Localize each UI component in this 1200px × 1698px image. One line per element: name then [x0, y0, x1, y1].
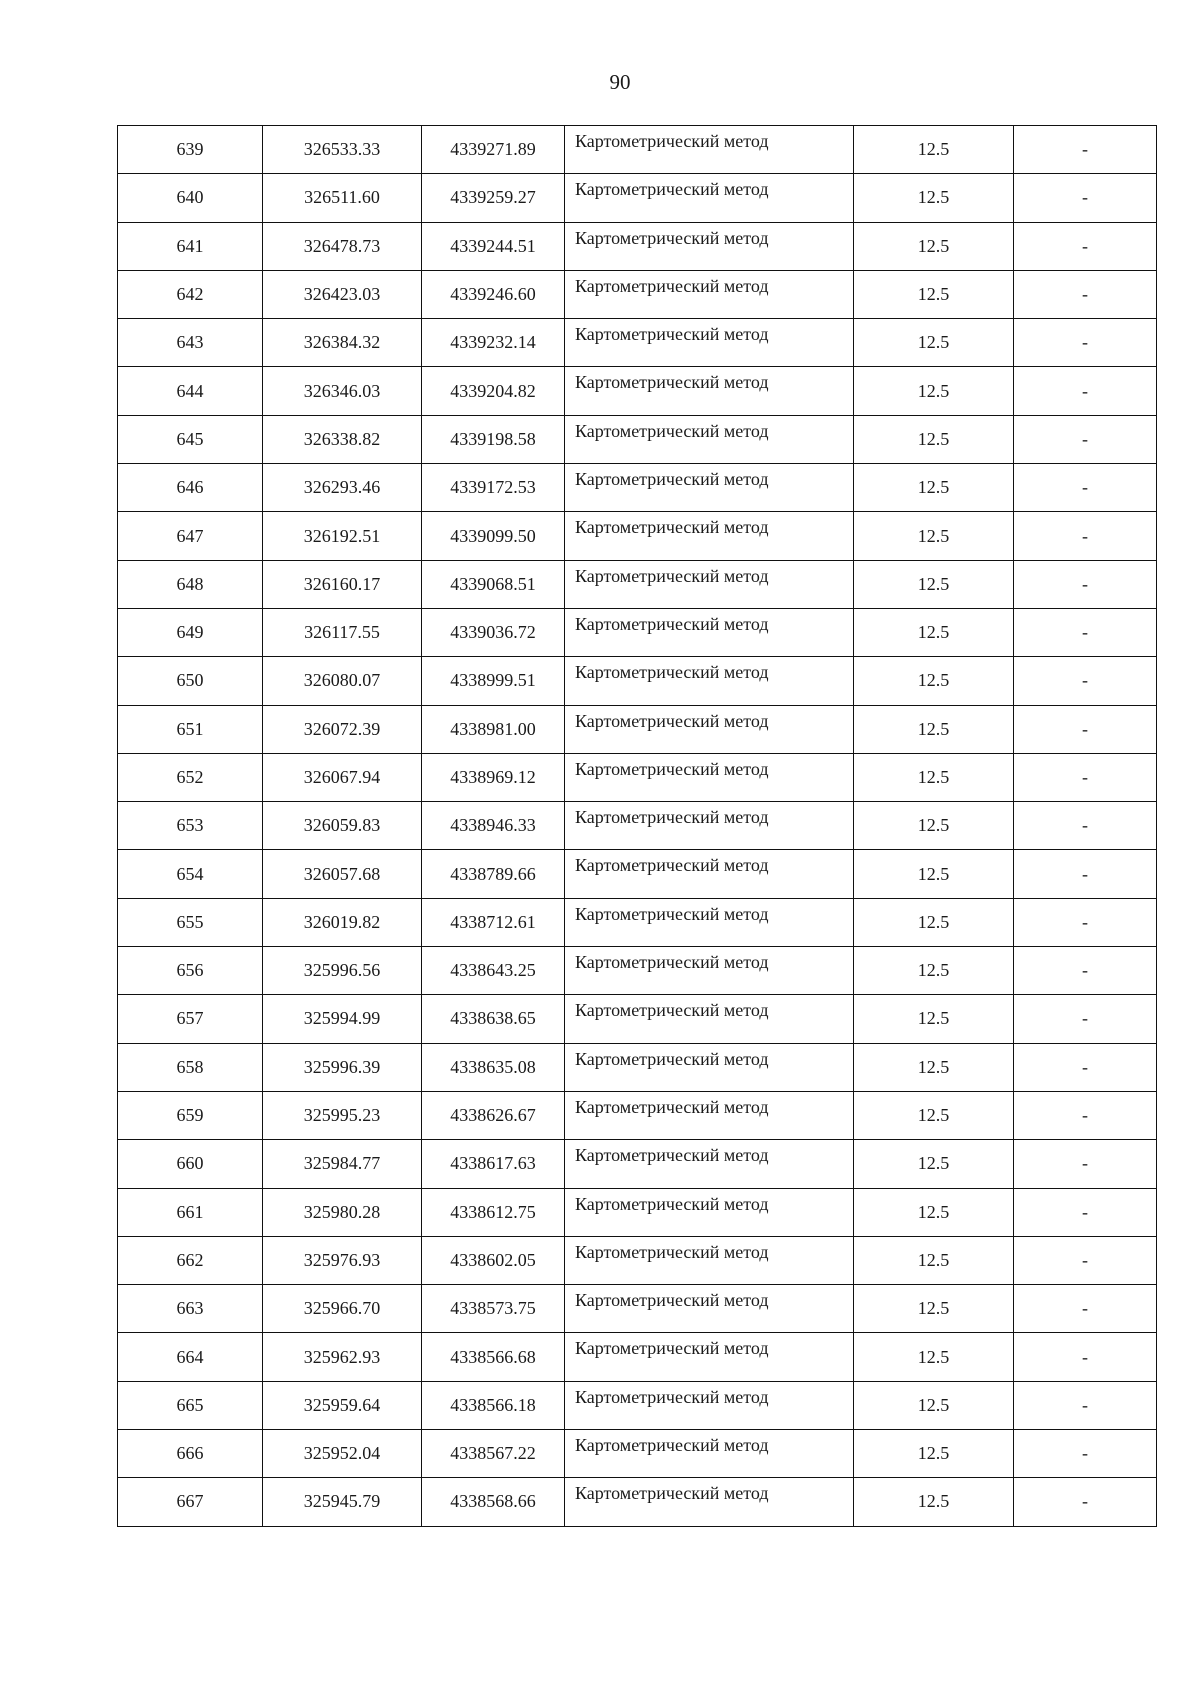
x-coordinate-cell: 325945.79	[263, 1478, 422, 1526]
method-cell: Картометрический метод	[565, 995, 854, 1043]
accuracy-cell: 12.5	[854, 753, 1014, 801]
accuracy-cell: 12.5	[854, 1091, 1014, 1139]
accuracy-cell: 12.5	[854, 1430, 1014, 1478]
x-coordinate-cell: 326192.51	[263, 512, 422, 560]
note-cell: -	[1014, 319, 1157, 367]
point-number-cell: 643	[118, 319, 263, 367]
y-coordinate-cell: 4338946.33	[422, 802, 565, 850]
x-coordinate-cell: 326384.32	[263, 319, 422, 367]
table-row	[118, 802, 1157, 850]
x-coordinate-cell: 326067.94	[263, 753, 422, 801]
y-coordinate-cell: 4339172.53	[422, 464, 565, 512]
x-coordinate-cell: 326478.73	[263, 222, 422, 270]
table-row	[118, 174, 1157, 222]
point-number-cell: 641	[118, 222, 263, 270]
method-cell: Картометрический метод	[565, 126, 854, 174]
method-cell: Картометрический метод	[565, 705, 854, 753]
x-coordinate-cell: 326346.03	[263, 367, 422, 415]
y-coordinate-cell: 4338638.65	[422, 995, 565, 1043]
x-coordinate-cell: 325980.28	[263, 1188, 422, 1236]
x-coordinate-cell: 326059.83	[263, 802, 422, 850]
note-cell: -	[1014, 1478, 1157, 1526]
point-number-cell: 654	[118, 850, 263, 898]
note-cell: -	[1014, 608, 1157, 656]
note-cell: -	[1014, 898, 1157, 946]
method-cell: Картометрический метод	[565, 1091, 854, 1139]
method-cell: Картометрический метод	[565, 608, 854, 656]
method-cell: Картометрический метод	[565, 802, 854, 850]
y-coordinate-cell: 4338626.67	[422, 1091, 565, 1139]
y-coordinate-cell: 4338635.08	[422, 1043, 565, 1091]
table-row	[118, 850, 1157, 898]
method-cell: Картометрический метод	[565, 222, 854, 270]
table-row	[118, 753, 1157, 801]
table-row	[118, 367, 1157, 415]
y-coordinate-cell: 4338617.63	[422, 1140, 565, 1188]
table-row	[118, 705, 1157, 753]
accuracy-cell: 12.5	[854, 512, 1014, 560]
x-coordinate-cell: 325976.93	[263, 1236, 422, 1284]
x-coordinate-cell: 325994.99	[263, 995, 422, 1043]
note-cell: -	[1014, 512, 1157, 560]
method-cell: Картометрический метод	[565, 1043, 854, 1091]
method-cell: Картометрический метод	[565, 898, 854, 946]
y-coordinate-cell: 4339271.89	[422, 126, 565, 174]
accuracy-cell: 12.5	[854, 174, 1014, 222]
method-cell: Картометрический метод	[565, 850, 854, 898]
point-number-cell: 651	[118, 705, 263, 753]
accuracy-cell: 12.5	[854, 319, 1014, 367]
note-cell: -	[1014, 415, 1157, 463]
y-coordinate-cell: 4339068.51	[422, 560, 565, 608]
method-cell: Картометрический метод	[565, 1236, 854, 1284]
y-coordinate-cell: 4338612.75	[422, 1188, 565, 1236]
point-number-cell: 659	[118, 1091, 263, 1139]
note-cell: -	[1014, 947, 1157, 995]
table-row	[118, 1430, 1157, 1478]
point-number-cell: 652	[118, 753, 263, 801]
x-coordinate-cell: 326057.68	[263, 850, 422, 898]
accuracy-cell: 12.5	[854, 270, 1014, 318]
point-number-cell: 653	[118, 802, 263, 850]
table-row	[118, 1285, 1157, 1333]
point-number-cell: 658	[118, 1043, 263, 1091]
table-row	[118, 1381, 1157, 1429]
table-row	[118, 464, 1157, 512]
accuracy-cell: 12.5	[854, 1333, 1014, 1381]
x-coordinate-cell: 325996.39	[263, 1043, 422, 1091]
table-row	[118, 126, 1157, 174]
table-row	[118, 1091, 1157, 1139]
note-cell: -	[1014, 270, 1157, 318]
x-coordinate-cell: 326072.39	[263, 705, 422, 753]
y-coordinate-cell: 4339259.27	[422, 174, 565, 222]
table-row	[118, 608, 1157, 656]
table-row	[118, 898, 1157, 946]
y-coordinate-cell: 4339232.14	[422, 319, 565, 367]
x-coordinate-cell: 326533.33	[263, 126, 422, 174]
accuracy-cell: 12.5	[854, 657, 1014, 705]
y-coordinate-cell: 4338566.68	[422, 1333, 565, 1381]
y-coordinate-cell: 4338567.22	[422, 1430, 565, 1478]
x-coordinate-cell: 325962.93	[263, 1333, 422, 1381]
point-number-cell: 664	[118, 1333, 263, 1381]
accuracy-cell: 12.5	[854, 367, 1014, 415]
point-number-cell: 646	[118, 464, 263, 512]
accuracy-cell: 12.5	[854, 850, 1014, 898]
point-number-cell: 648	[118, 560, 263, 608]
accuracy-cell: 12.5	[854, 898, 1014, 946]
point-number-cell: 655	[118, 898, 263, 946]
table-row	[118, 512, 1157, 560]
point-number-cell: 663	[118, 1285, 263, 1333]
x-coordinate-cell: 326423.03	[263, 270, 422, 318]
method-cell: Картометрический метод	[565, 1333, 854, 1381]
x-coordinate-cell: 325952.04	[263, 1430, 422, 1478]
accuracy-cell: 12.5	[854, 126, 1014, 174]
accuracy-cell: 12.5	[854, 995, 1014, 1043]
table-row	[118, 319, 1157, 367]
point-number-cell: 639	[118, 126, 263, 174]
point-number-cell: 657	[118, 995, 263, 1043]
accuracy-cell: 12.5	[854, 1236, 1014, 1284]
table-row	[118, 1333, 1157, 1381]
x-coordinate-cell: 326511.60	[263, 174, 422, 222]
accuracy-cell: 12.5	[854, 705, 1014, 753]
table-row	[118, 657, 1157, 705]
method-cell: Картометрический метод	[565, 270, 854, 318]
method-cell: Картометрический метод	[565, 1430, 854, 1478]
x-coordinate-cell: 325995.23	[263, 1091, 422, 1139]
note-cell: -	[1014, 1236, 1157, 1284]
table-row	[118, 1236, 1157, 1284]
method-cell: Картометрический метод	[565, 174, 854, 222]
y-coordinate-cell: 4338573.75	[422, 1285, 565, 1333]
y-coordinate-cell: 4338712.61	[422, 898, 565, 946]
method-cell: Картометрический метод	[565, 512, 854, 560]
note-cell: -	[1014, 995, 1157, 1043]
y-coordinate-cell: 4338789.66	[422, 850, 565, 898]
note-cell: -	[1014, 1043, 1157, 1091]
accuracy-cell: 12.5	[854, 560, 1014, 608]
point-number-cell: 645	[118, 415, 263, 463]
method-cell: Картометрический метод	[565, 1140, 854, 1188]
point-number-cell: 650	[118, 657, 263, 705]
point-number-cell: 644	[118, 367, 263, 415]
method-cell: Картометрический метод	[565, 947, 854, 995]
accuracy-cell: 12.5	[854, 1285, 1014, 1333]
point-number-cell: 642	[118, 270, 263, 318]
note-cell: -	[1014, 1333, 1157, 1381]
x-coordinate-cell: 325966.70	[263, 1285, 422, 1333]
note-cell: -	[1014, 657, 1157, 705]
y-coordinate-cell: 4339099.50	[422, 512, 565, 560]
table-row	[118, 1188, 1157, 1236]
page-number: 90	[609, 70, 631, 94]
table-row	[118, 947, 1157, 995]
table-row	[118, 270, 1157, 318]
point-number-cell: 667	[118, 1478, 263, 1526]
x-coordinate-cell: 326019.82	[263, 898, 422, 946]
note-cell: -	[1014, 1140, 1157, 1188]
point-number-cell: 656	[118, 947, 263, 995]
method-cell: Картометрический метод	[565, 560, 854, 608]
y-coordinate-cell: 4339036.72	[422, 608, 565, 656]
table-row	[118, 415, 1157, 463]
note-cell: -	[1014, 1285, 1157, 1333]
note-cell: -	[1014, 802, 1157, 850]
method-cell: Картометрический метод	[565, 1188, 854, 1236]
method-cell: Картометрический метод	[565, 464, 854, 512]
point-number-cell: 640	[118, 174, 263, 222]
method-cell: Картометрический метод	[565, 1478, 854, 1526]
point-number-cell: 665	[118, 1381, 263, 1429]
accuracy-cell: 12.5	[854, 464, 1014, 512]
note-cell: -	[1014, 367, 1157, 415]
method-cell: Картометрический метод	[565, 319, 854, 367]
note-cell: -	[1014, 1091, 1157, 1139]
point-number-cell: 661	[118, 1188, 263, 1236]
x-coordinate-cell: 325959.64	[263, 1381, 422, 1429]
y-coordinate-cell: 4338981.00	[422, 705, 565, 753]
y-coordinate-cell: 4339246.60	[422, 270, 565, 318]
x-coordinate-cell: 326160.17	[263, 560, 422, 608]
note-cell: -	[1014, 174, 1157, 222]
accuracy-cell: 12.5	[854, 608, 1014, 656]
accuracy-cell: 12.5	[854, 1043, 1014, 1091]
table-row	[118, 560, 1157, 608]
y-coordinate-cell: 4338643.25	[422, 947, 565, 995]
x-coordinate-cell: 325984.77	[263, 1140, 422, 1188]
table-row	[118, 995, 1157, 1043]
table-row	[118, 1043, 1157, 1091]
note-cell: -	[1014, 464, 1157, 512]
method-cell: Картометрический метод	[565, 1381, 854, 1429]
x-coordinate-cell: 325996.56	[263, 947, 422, 995]
accuracy-cell: 12.5	[854, 1188, 1014, 1236]
point-number-cell: 647	[118, 512, 263, 560]
method-cell: Картометрический метод	[565, 415, 854, 463]
y-coordinate-cell: 4339198.58	[422, 415, 565, 463]
y-coordinate-cell: 4339204.82	[422, 367, 565, 415]
accuracy-cell: 12.5	[854, 1478, 1014, 1526]
point-number-cell: 660	[118, 1140, 263, 1188]
accuracy-cell: 12.5	[854, 802, 1014, 850]
table-row	[118, 1478, 1157, 1526]
y-coordinate-cell: 4338566.18	[422, 1381, 565, 1429]
note-cell: -	[1014, 753, 1157, 801]
accuracy-cell: 12.5	[854, 1140, 1014, 1188]
x-coordinate-cell: 326117.55	[263, 608, 422, 656]
note-cell: -	[1014, 560, 1157, 608]
accuracy-cell: 12.5	[854, 222, 1014, 270]
note-cell: -	[1014, 850, 1157, 898]
x-coordinate-cell: 326080.07	[263, 657, 422, 705]
y-coordinate-cell: 4338602.05	[422, 1236, 565, 1284]
point-number-cell: 662	[118, 1236, 263, 1284]
accuracy-cell: 12.5	[854, 1381, 1014, 1429]
note-cell: -	[1014, 1188, 1157, 1236]
accuracy-cell: 12.5	[854, 415, 1014, 463]
y-coordinate-cell: 4338568.66	[422, 1478, 565, 1526]
note-cell: -	[1014, 705, 1157, 753]
note-cell: -	[1014, 222, 1157, 270]
y-coordinate-cell: 4338969.12	[422, 753, 565, 801]
note-cell: -	[1014, 126, 1157, 174]
method-cell: Картометрический метод	[565, 1285, 854, 1333]
x-coordinate-cell: 326338.82	[263, 415, 422, 463]
method-cell: Картометрический метод	[565, 657, 854, 705]
table-row	[118, 1140, 1157, 1188]
note-cell: -	[1014, 1381, 1157, 1429]
method-cell: Картометрический метод	[565, 367, 854, 415]
x-coordinate-cell: 326293.46	[263, 464, 422, 512]
y-coordinate-cell: 4339244.51	[422, 222, 565, 270]
note-cell: -	[1014, 1430, 1157, 1478]
point-number-cell: 649	[118, 608, 263, 656]
coordinates-table	[117, 125, 1157, 1527]
coordinates-table-body	[118, 126, 1157, 1527]
table-row	[118, 222, 1157, 270]
y-coordinate-cell: 4338999.51	[422, 657, 565, 705]
method-cell: Картометрический метод	[565, 753, 854, 801]
point-number-cell: 666	[118, 1430, 263, 1478]
accuracy-cell: 12.5	[854, 947, 1014, 995]
